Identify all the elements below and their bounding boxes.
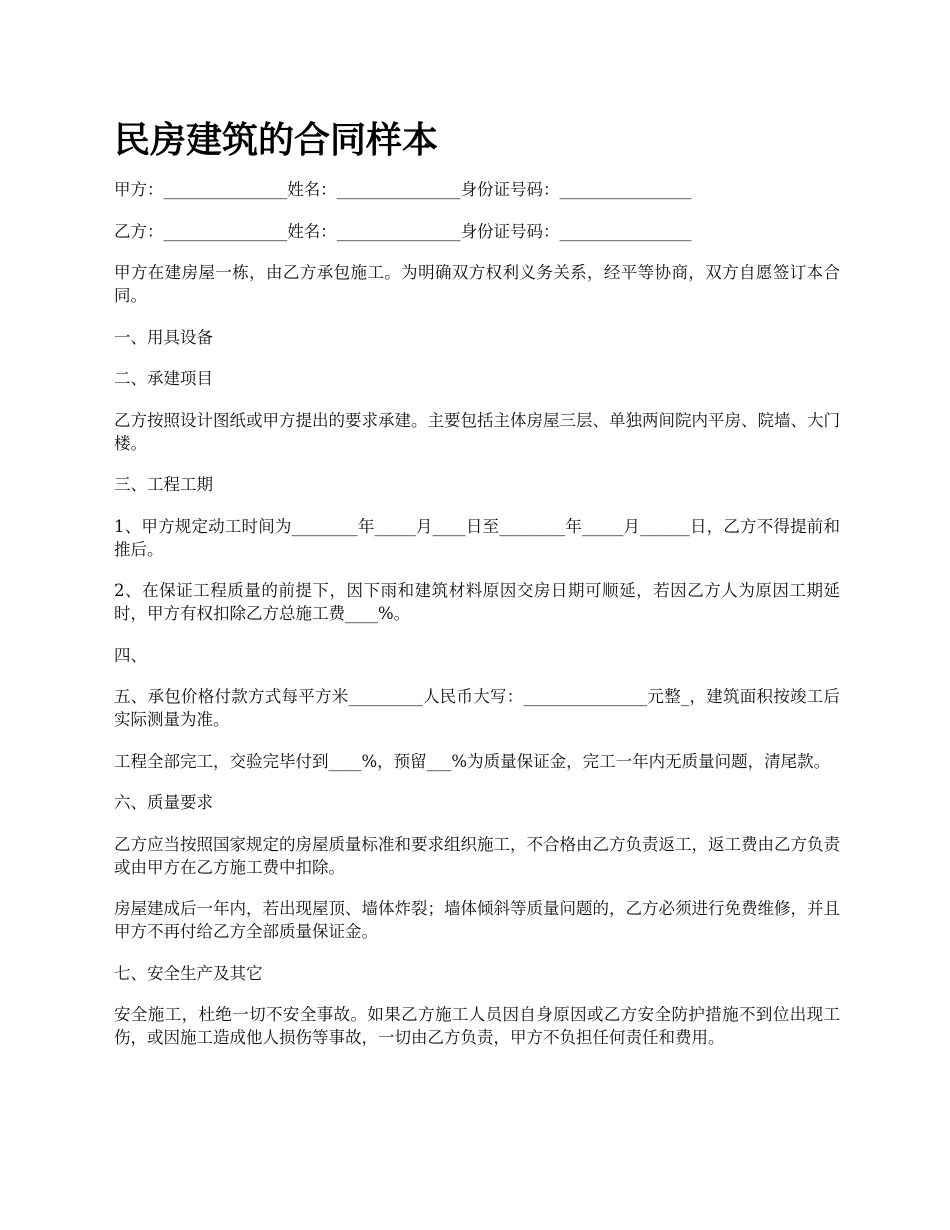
safety-paragraph: 安全施工，杜绝一切不安全事故。如果乙方施工人员因自身原因或乙方安全防护措施不到位出现工伤，或因施工造成他人损伤等事故，一切由乙方负责，甲方不负担任何责任和费用。 [114, 1005, 840, 1047]
section-heading-schedule: 三、工程工期 [114, 475, 213, 494]
section-heading-equipment: 一、用具设备 [114, 327, 213, 347]
document-body [114, 178, 840, 1068]
quality-paragraph-1: 乙方应当按照国家规定的房屋质量标准和要求组织施工，不合格由乙方负责返工，返工费由乙方负责或由甲方在乙方施工费中扣除。 [114, 834, 840, 877]
payment-clause: 五、承包价格付款方式每平方米_________人民币大写：_______________元整_，建筑面积按竣工后实际测量为准。 [114, 687, 840, 729]
quality-paragraph-2: 房屋建成后一年内，若出现屋顶、墙体炸裂；墙体倾斜等质量问题的，乙方必须进行免费维修，并且甲方不再付给乙方全部质量保证金。 [114, 899, 840, 941]
schedule-clause-1: 1、甲方规定动工时间为________年_____月____日至________年_____月______日，乙方不得提前和推后。 [114, 516, 840, 559]
party-b-line: 乙方：_______________姓名：_______________身份证号码：________________ [114, 221, 692, 241]
section-heading-safety: 七、安全生产及其它 [114, 963, 263, 983]
schedule-clause-2: 2、在保证工程质量的前提下，因下雨和建筑材料原因交房日期可顺延，若因乙方人为原因工期延时，甲方有权扣除乙方总施工费____%。 [114, 581, 840, 623]
section-heading-four: 四、 [114, 645, 147, 665]
project-paragraph: 乙方按照设计图纸或甲方提出的要求承建。主要包括主体房屋三层、单独两间院内平房、院墙、大门楼。 [114, 410, 840, 453]
intro-paragraph: 甲方在建房屋一栋，由乙方承包施工。为明确双方权利义务关系，经平等协商，双方自愿签订本合同。 [114, 263, 840, 305]
section-heading-quality: 六、质量要求 [114, 793, 213, 812]
section-heading-project: 二、承建项目 [114, 369, 213, 388]
document-title: 民房建筑的合同样本 [114, 120, 439, 161]
party-a-line: 甲方：_______________姓名：_______________身份证号码：________________ [114, 180, 692, 199]
payment-schedule-paragraph: 工程全部完工，交验完毕付到____%，预留___%为质量保证金，完工一年内无质量问题，清尾款。 [114, 751, 831, 771]
